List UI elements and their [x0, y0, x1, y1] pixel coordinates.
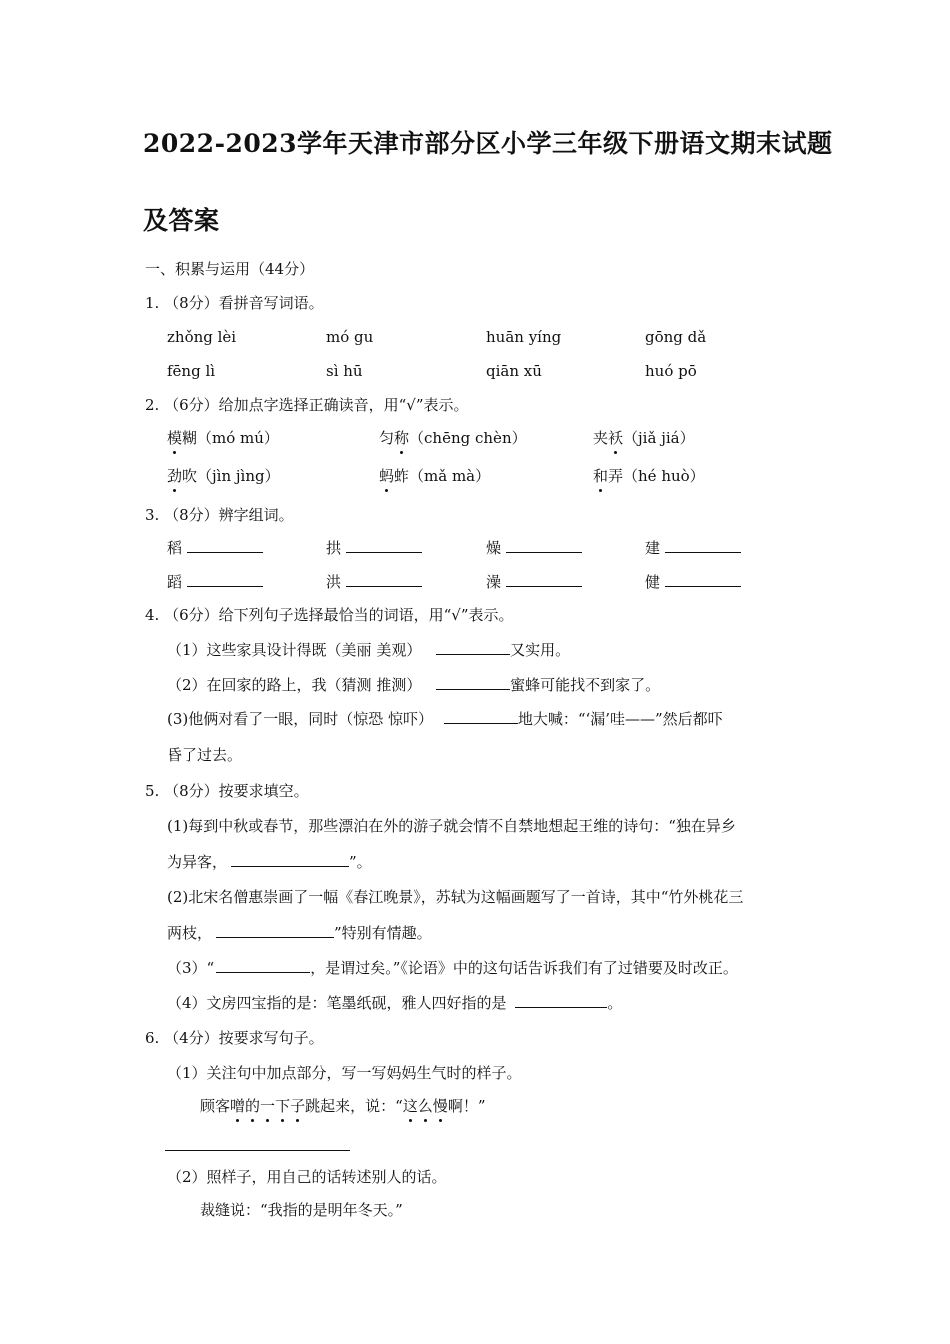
plain-char: 匀 — [379, 429, 395, 447]
pinyin-item: qiān xū — [486, 362, 542, 380]
sentence-text: （3）“ — [167, 959, 215, 977]
reading-item — [167, 428, 279, 448]
q6-item-1: （1）关注句中加点部分，写一写妈妈生气时的样子。 — [167, 1064, 522, 1082]
reading-options: 吹（jìn jìng） — [182, 467, 280, 485]
reading-options: 糊（mó mú） — [182, 429, 279, 447]
answer-blank[interactable] — [515, 993, 607, 1008]
dotted-char: 称 — [394, 429, 410, 447]
word-building-item — [167, 538, 263, 558]
reading-item — [379, 428, 527, 448]
sentence-text: （4）文房四宝指的是：笔墨纸砚，雅人四好指的是 — [167, 994, 507, 1012]
pinyin-item: huān yíng — [486, 328, 562, 346]
word-building-item — [645, 538, 741, 558]
reading-item — [167, 466, 280, 486]
q3-header: 3. （8分）辨字组词。 — [145, 506, 294, 524]
reading-item — [593, 466, 705, 486]
dotted-char: 子 — [290, 1097, 306, 1115]
section-heading: 一、积累与运用（44分） — [145, 260, 315, 278]
answer-blank[interactable] — [187, 572, 263, 587]
reading-options: 蚱（mǎ mà） — [394, 467, 491, 485]
document-title-line-2: 及答案 — [143, 206, 220, 235]
q6-example-1 — [200, 1096, 485, 1116]
source-char: 蹈 — [167, 573, 183, 591]
source-char: 建 — [645, 539, 661, 557]
q4-header: 4. （6分）给下列句子选择最恰当的词语，用“√”表示。 — [145, 606, 514, 624]
q1-header: 1. （8分）看拼音写词语。 — [145, 294, 324, 312]
sentence-text: 地大喊：“‘漏’哇——”然后都吓 — [517, 710, 723, 728]
answer-blank[interactable] — [346, 572, 422, 587]
dotted-char: 蚂 — [379, 467, 395, 485]
sentence-text: ，是谓过矣。”《论语》中的这句话告诉我们有了过错要及时改正。 — [310, 959, 738, 977]
sentence-text: (3)他俩对看了一眼，同时（惊恐 惊吓） — [167, 710, 434, 728]
dotted-char: 袄 — [608, 429, 624, 447]
q6-item-2: （2）照样子，用自己的话转述别人的话。 — [167, 1168, 447, 1186]
word-building-item — [486, 538, 582, 558]
sentence-text: ”。 — [349, 853, 372, 871]
word-building-item — [167, 572, 263, 592]
dotted-char: 和 — [593, 467, 609, 485]
pinyin-item: zhǒng lèi — [167, 328, 237, 346]
sentence-text: 又实用。 — [510, 641, 571, 659]
dotted-char: 这 — [402, 1097, 418, 1115]
q5-item-3 — [167, 958, 738, 978]
source-char: 澡 — [486, 573, 502, 591]
answer-blank[interactable] — [216, 958, 310, 973]
pinyin-item: gōng dǎ — [645, 328, 707, 346]
dotted-char: 劲 — [167, 467, 183, 485]
pinyin-item: huó pō — [645, 362, 697, 380]
q5-item-2: (2)北宋名僧惠崇画了一幅《春江晚景》，苏轼为这幅画题写了一首诗，其中“竹外桃花三 — [167, 888, 744, 906]
answer-blank[interactable] — [216, 923, 334, 938]
answer-line[interactable] — [165, 1150, 350, 1151]
answer-blank[interactable] — [444, 709, 518, 724]
pinyin-item: mó gu — [326, 328, 374, 346]
answer-blank[interactable] — [665, 538, 741, 553]
sentence-text: 跳起来，说：“ — [305, 1097, 403, 1115]
word-building-item — [486, 572, 582, 592]
q5-item-1: (1)每到中秋或春节，那些漂泊在外的游子就会情不自禁地想起王维的诗句：“独在异乡 — [167, 817, 736, 835]
sentence-text: （2）在回家的路上，我（猜测 推测） — [167, 676, 422, 694]
source-char: 拱 — [326, 539, 342, 557]
reading-item — [593, 428, 695, 448]
sentence-text: 。 — [607, 994, 623, 1012]
plain-char: 夹 — [593, 429, 609, 447]
pinyin-item: sì hū — [326, 362, 363, 380]
answer-blank[interactable] — [436, 640, 510, 655]
q4-sentence-3 — [167, 709, 723, 729]
q5-header: 5. （8分）按要求填空。 — [145, 782, 309, 800]
answer-blank[interactable] — [506, 538, 582, 553]
reading-options: （jiǎ jiá） — [623, 429, 695, 447]
word-building-item — [326, 572, 422, 592]
source-char: 健 — [645, 573, 661, 591]
q4-sentence-3-cont: 昏了过去。 — [167, 746, 243, 764]
source-char: 稻 — [167, 539, 183, 557]
answer-blank[interactable] — [187, 538, 263, 553]
q5-item-1-cont — [167, 852, 372, 872]
dotted-char: 下 — [275, 1097, 291, 1115]
dotted-char: 一 — [260, 1097, 276, 1115]
sentence-text: （1）这些家具设计得既（美丽 美观） — [167, 641, 422, 659]
dotted-char: 么 — [417, 1097, 433, 1115]
answer-blank[interactable] — [506, 572, 582, 587]
word-building-item — [645, 572, 741, 592]
q4-sentence-2 — [167, 675, 660, 695]
answer-blank[interactable] — [436, 675, 510, 690]
reading-options: （chēng chèn） — [409, 429, 527, 447]
q2-header: 2. （6分）给加点字选择正确读音，用“√”表示。 — [145, 396, 469, 414]
q4-sentence-1 — [167, 640, 570, 660]
answer-blank[interactable] — [665, 572, 741, 587]
answer-blank[interactable] — [346, 538, 422, 553]
pinyin-item: fēng lì — [167, 362, 216, 380]
dotted-phrase — [403, 1097, 448, 1115]
dotted-phrase — [230, 1097, 305, 1115]
sentence-text: 顾客 — [200, 1097, 231, 1115]
source-char: 洪 — [326, 573, 342, 591]
q6-header: 6. （4分）按要求写句子。 — [145, 1029, 324, 1047]
sentence-text: 为异客， — [167, 853, 228, 871]
sentence-text: 两枝， — [167, 924, 213, 942]
reading-item — [379, 466, 490, 486]
dotted-char: 的 — [245, 1097, 261, 1115]
dotted-char: 模 — [167, 429, 183, 447]
dotted-char: 噌 — [230, 1097, 246, 1115]
answer-blank[interactable] — [231, 852, 349, 867]
sentence-text: 啊！” — [447, 1097, 486, 1115]
source-char: 燥 — [486, 539, 502, 557]
document-title-line-1: 2022-2023学年天津市部分区小学三年级下册语文期末试题 — [143, 129, 833, 158]
reading-options: 弄（hé huò） — [608, 467, 705, 485]
q5-item-4 — [167, 993, 622, 1013]
q5-item-2-cont — [167, 923, 432, 943]
sentence-text: 蜜蜂可能找不到家了。 — [510, 676, 661, 694]
sentence-text: ”特别有情趣。 — [334, 924, 432, 942]
word-building-item — [326, 538, 422, 558]
dotted-char: 慢 — [432, 1097, 448, 1115]
q6-example-2: 裁缝说：“我指的是明年冬天。” — [200, 1201, 403, 1219]
